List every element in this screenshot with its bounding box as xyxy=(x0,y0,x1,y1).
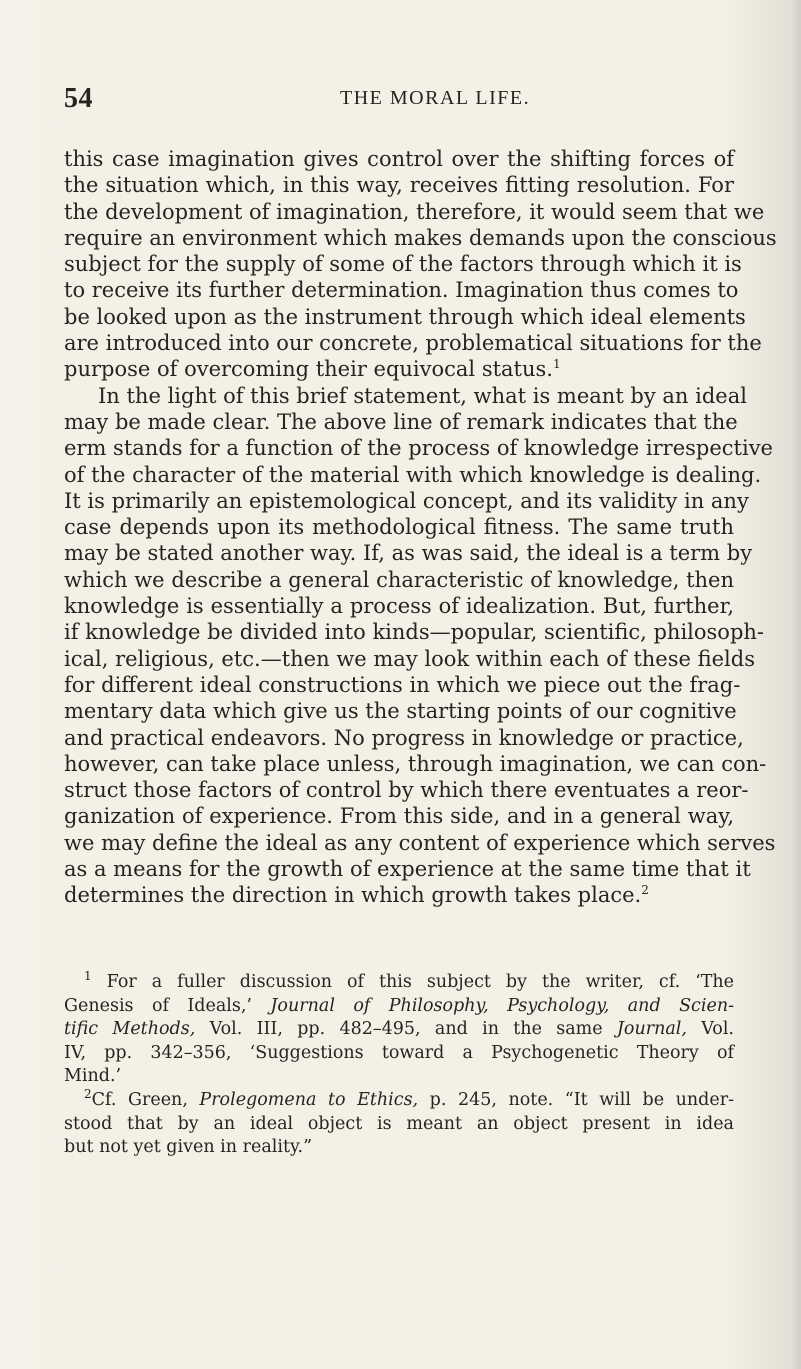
footnote-2-marker: 2 xyxy=(84,1087,92,1102)
footnote-1-line xyxy=(64,995,734,1019)
footnote-text: For a fuller discussion of this subject by the writer, cf. ‘The xyxy=(106,972,734,992)
footnote-text: p. 245, note. “It will be under- xyxy=(418,1089,734,1110)
footnote-text: Cf. Green, xyxy=(91,1089,200,1110)
text-line: the development of imagination, therefore, it would seem that we xyxy=(64,199,765,224)
book-title: Prolegomena to Ethics, xyxy=(199,1089,419,1110)
text-line: may be stated another way. If, as was said, the ideal is a term by xyxy=(64,541,753,566)
footnote-text: Vol. III, pp. 482–495, and in the same xyxy=(195,1019,617,1040)
footnotes xyxy=(64,971,734,1160)
footnote-2-line: but not yet given in reality.” xyxy=(64,1137,313,1158)
text-line xyxy=(64,356,734,382)
page-number: 54 xyxy=(64,83,93,114)
text-line-content: purpose of overcoming their equivocal status. xyxy=(64,357,553,382)
text-line: and practical endeavors. No progress in knowledge or practice, xyxy=(64,725,744,750)
text-line: which we describe a general characteristic of knowledge, then xyxy=(64,567,734,592)
text-line: subject for the supply of some of the factors through which it is xyxy=(64,252,742,277)
text-line: struct those factors of control by which there eventuates a reor- xyxy=(64,778,749,803)
footnote-1-line xyxy=(64,1018,734,1042)
text-line: be looked upon as the instrument through which ideal elements xyxy=(64,304,746,329)
footnote-1-line: Mind.’ xyxy=(64,1066,122,1087)
text-line: if knowledge be divided into kinds—popular, scientific, philosoph- xyxy=(64,620,765,645)
text-line: erm stands for a function of the process of knowledge irrespective xyxy=(64,436,773,461)
footnote-1-marker: 1 xyxy=(84,969,92,984)
footnote-ref-1: 1 xyxy=(552,357,561,372)
text-line: mentary data which give us the starting points of our cognitive xyxy=(64,699,737,724)
text-line: require an environment which makes demands upon the conscious xyxy=(64,225,777,250)
text-line: are introduced into our concrete, problematical situations for the xyxy=(64,331,762,356)
footnote-2-line: stood that by an ideal object is meant an object present in idea xyxy=(64,1113,734,1134)
text-line: case depends upon its methodological fitness. The same truth xyxy=(64,515,734,540)
running-head xyxy=(64,84,734,118)
text-line: for different ideal constructions in which we piece out the frag- xyxy=(64,672,741,697)
journal-title: tific Methods, xyxy=(64,1019,196,1040)
text-line: ganization of experience. From this side, and in a general way, xyxy=(64,804,734,829)
footnote-text: Vol. xyxy=(686,1019,734,1040)
text-line: this case imagination gives control over the shifting forces of xyxy=(64,147,734,171)
text-line: ical, religious, etc.—then we may look within each of these fields xyxy=(64,646,755,671)
text-line: It is primarily an epistemological concept, and its validity in any xyxy=(64,488,749,513)
text-line: may be made clear. The above line of remark indicates that the xyxy=(64,409,738,434)
text-line: to receive its further determination. Imagination thus comes to xyxy=(64,278,739,303)
journal-title: Journal of Philosophy, Psychology, and Scien- xyxy=(270,995,734,1016)
text-line-content: determines the direction in which growth takes place. xyxy=(64,883,642,908)
footnote-1-line xyxy=(64,971,734,995)
text-line: we may define the ideal as any content of experience which serves xyxy=(64,830,776,855)
text-line: as a means for the growth of experience at the same time that it xyxy=(64,857,751,882)
chapter-title: THE MORAL LIFE. xyxy=(340,87,531,109)
text-line xyxy=(64,882,734,908)
page-edge-shadow xyxy=(791,0,801,1369)
footnote-1-line: IV, pp. 342–356, ‘Suggestions toward a Psychogenetic Theory of xyxy=(64,1042,734,1063)
text-line: of the character of the material with which knowledge is dealing. xyxy=(64,462,762,487)
text-line: knowledge is essentially a process of idealization. But, further, xyxy=(64,594,734,619)
footnote-text: Genesis of Ideals,’ xyxy=(64,995,271,1016)
footnote-ref-2: 2 xyxy=(641,883,649,898)
text-line: however, can take place unless, through imagination, we can con- xyxy=(64,751,767,776)
journal-title: Journal, xyxy=(616,1019,687,1040)
main-text xyxy=(64,146,777,909)
footnote-2-line xyxy=(64,1089,734,1113)
text-line: In the light of this brief statement, what is meant by an ideal xyxy=(98,383,747,408)
text-line: the situation which, in this way, receives fitting resolution. For xyxy=(64,173,734,198)
